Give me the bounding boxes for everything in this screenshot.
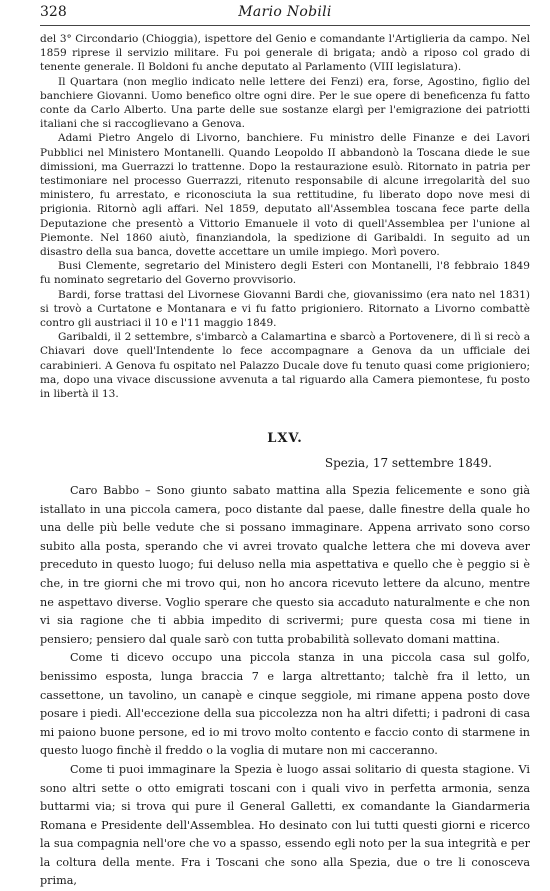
footnotes-section <box>40 32 530 401</box>
letter-paragraph: Come ti puoi immaginare la Spezia è luogo assai solitario di questa stagione. Vi sono altri sette o otto emigrati toscani con i quali vivo in perfetta armonia, senza buttarmi via; si trova qui pure il General Galletti, ex comandante la Giandarmeria Romana e Presidente dell'Assemblea. Ho desinato con lui tutti questi giorni e ricerco la sua compagnia nell'ore che vo a spasso, essendo egli noto per la sua integrità e per la coltura della mente. Fra i Toscani che sono alla Spezia, due o tre li conosceva prima, <box>40 762 530 888</box>
chapter-heading: LXV. <box>267 431 303 446</box>
page-header <box>40 4 530 26</box>
header-rule <box>40 25 530 26</box>
note-paragraph: del 3° Circondario (Chioggia), ispettore del Genio e comandante l'Artiglieria da campo. Nel 1859 riprese il servizio militare. Fu poi generale di brigata; andò a riposo col grado di tenente generale. Il Boldoni fu anche deputato al Parlamento (VIII legislatura). <box>40 33 530 74</box>
letter-dateline: Spezia, 17 settembre 1849. <box>324 456 492 470</box>
running-title: Mario Nobili <box>238 4 332 20</box>
note-paragraph: Busi Clemente, segretario del Ministero degli Esteri con Montanelli, l'8 febbraio 1849 fu nominato segretario del Governo provvisorio. <box>40 260 530 287</box>
letter-body <box>40 482 530 891</box>
letter-paragraph: Come ti dicevo occupo una piccola stanza in una piccola casa sul golfo, benissimo esposta, lunga braccia 7 e larga altrettanto; talchè fra il letto, un cassettone, un tavolino, un canapè e cinque seggiole, mi rimane appena posto dove posare i piedi. All'eccezione della sua piccolezza non ha altri difetti; i padroni di casa mi paiono buone persone, ed io mi trovo molto contento e faccio conto di starmene in questo luogo finchè il freddo o la voglia di mutare non mi cacceranno. <box>40 651 530 758</box>
note-paragraph: Garibaldi, il 2 settembre, s'imbarcò a Calamartina e sbarcò a Portovenere, di lì si recò a Chiavari dove quell'Intendente lo fece accompagnare a Genova da un ufficiale dei carabinieri. A Genova fu ospitato nel Palazzo Ducale dove fu tenuto quasi come prigioniero; ma, dopo una vivace discussione avvenuta a tal riguardo alla Camera piemontese, fu posto in libertà il 13. <box>40 331 530 401</box>
note-paragraph: Il Quartara (non meglio indicato nelle lettere dei Fenzi) era, forse, Agostino, figlio del banchiere Giovanni. Uomo benefico oltre ogni dire. Per le sue opere di beneficenza fu fatto conte da Carlo Alberto. Una parte delle sue sostanze elargì per l'emigrazione dei patriotti italiani che si raccoglievano a Genova. <box>40 75 530 131</box>
letter-paragraph: Caro Babbo – Sono giunto sabato mattina alla Spezia felicemente e sono già istallato in una piccola camera, poco distante dal paese, dalle finestre della quale ho una delle più belle vedute che si possano immaginare. Appena arrivato sono corso subito alla posta, sperando che vi avrei trovato qualche lettera che mi doveva aver preceduto in questo luogo; fui deluso nella mia aspettativa e quello che è peggio si è che, in tre giorni che mi trovo qui, non ho ancora ricevuto lettere da alcuno, mentre ne aspettavo diverse. Voglio sperare che questo sia accaduto naturalmente e che non vi sia ragione che ti abbia impedito di scrivermi; pure questa cosa mi tiene in pensiero; pensiero dal quale sarò con tutta probabilità sollevato domani mattina. <box>40 484 530 646</box>
note-paragraph: Bardi, forse trattasi del Livornese Giovanni Bardi che, giovanissimo (era nato nel 1831) si trovò a Curtatone e Montanara e vi fu fatto prigioniero. Ritornato a Livorno combattè contro gli austriaci il 10 e l'11 maggio 1849. <box>40 288 530 330</box>
page-number: 328 <box>40 4 67 20</box>
note-paragraph: Adami Pietro Angelo di Livorno, banchiere. Fu ministro delle Finanze e dei Lavori Pubblici nel Ministero Montanelli. Quando Leopoldo II abbandonò la Toscana diede le sue dimissioni, ma Guerrazzi lo trattenne. Dopo la restaurazione esulò. Ritornato in patria per testimoniare nel processo Guerrazzi, ritenuto responsabile di alcune irregolarità del suo ministero, fu arrestato, e riconosciuta la sua rettitudine, fu liberato dopo nove mesi di prigionia. Ritornò agli affari. Nel 1859, deputato all'Assemblea toscana fece parte della Deputazione che presentò a Vittorio Emanuele il voto di quell'Assemblea per l'unione al Piemonte. Nel 1860 aiutò, finanziandola, la spedizione di Garibaldi. In seguito ad un disastro della sua banca, dovette accettare un umile impiego. Morì povero. <box>40 132 530 259</box>
